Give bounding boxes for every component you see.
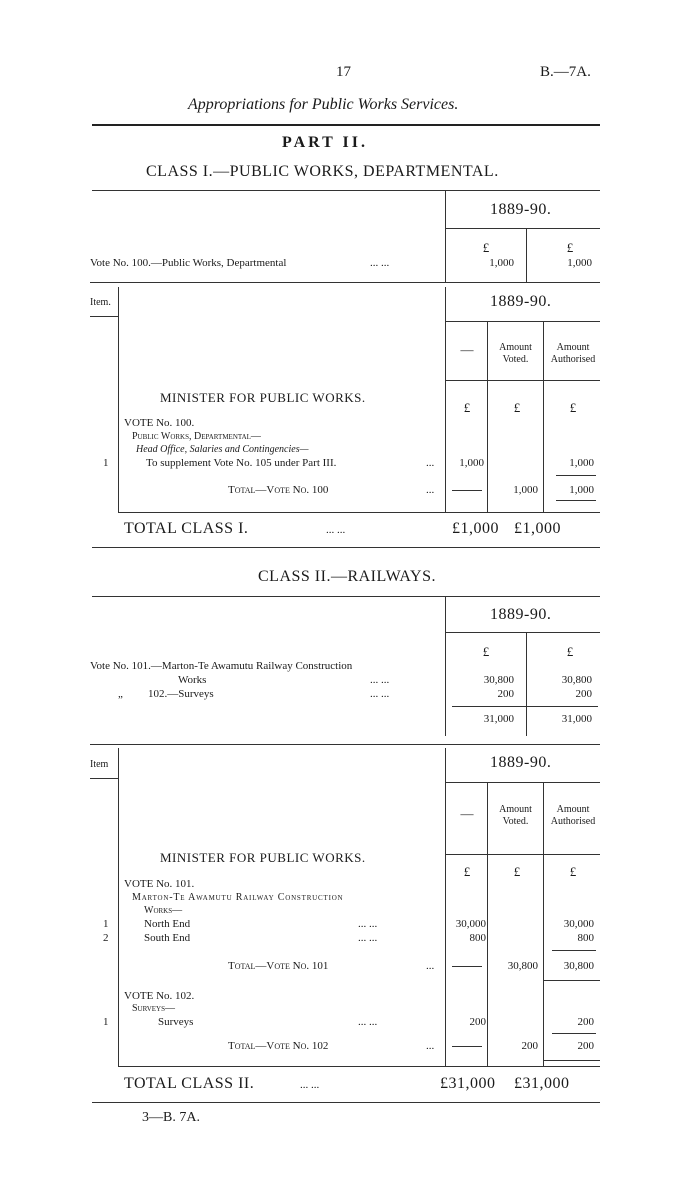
class1-title: CLASS I.—PUBLIC WORKS, DEPARTMENTAL.: [146, 163, 499, 180]
amount-value: 1,000: [459, 457, 484, 469]
divider: [92, 596, 600, 597]
currency-symbol: £: [513, 864, 521, 879]
item-description: South End: [144, 932, 191, 944]
sum-value: 31,000: [561, 713, 592, 725]
divider: [92, 547, 600, 548]
ditto-mark: „: [118, 688, 123, 700]
leader-dots: ... ...: [358, 932, 378, 944]
leader-dots: ...: [426, 960, 435, 972]
page-number: 17: [336, 64, 351, 80]
vote-label: 102.—Surveys: [148, 688, 214, 700]
item-description: Surveys: [158, 1016, 194, 1028]
page-title: Appropriations for Public Works Services.: [188, 96, 459, 113]
currency-symbol: £: [482, 240, 490, 255]
amount-value: 200: [469, 1016, 486, 1028]
currency-symbol: £: [569, 400, 577, 415]
amount-value: 200: [497, 688, 514, 700]
amount-value: 800: [577, 932, 594, 944]
leader-dots: ...: [426, 1040, 435, 1052]
class1-total-label: TOTAL CLASS I.: [124, 520, 249, 537]
dash-column-header: —: [460, 806, 474, 821]
leader-dots: ... ...: [370, 688, 390, 700]
amount-authorised-header: Amount Authorised: [550, 342, 596, 365]
item-column-header: Item.: [90, 297, 111, 308]
amount-value: 1,000: [569, 484, 594, 496]
item-number: 2: [103, 932, 109, 944]
part-title: PART II.: [282, 134, 368, 151]
divider: [92, 190, 600, 191]
vote-label-continued: Works: [178, 674, 207, 686]
amount-value: 1,000: [569, 457, 594, 469]
class2-title: CLASS II.—RAILWAYS.: [258, 568, 436, 585]
class2-total-label: TOTAL CLASS II.: [124, 1075, 255, 1092]
currency-symbol: £: [463, 864, 471, 879]
amount-voted-header: Amount Voted.: [499, 342, 532, 365]
leader-dots: ... ...: [326, 524, 346, 536]
class2-total-value: £31,000: [440, 1075, 496, 1092]
amount-value: 1,000: [489, 257, 514, 269]
amount-value: 200: [575, 688, 592, 700]
leader-dots: ... ...: [358, 918, 378, 930]
amount-value: 800: [469, 932, 486, 944]
year-header: 1889-90.: [490, 606, 552, 623]
year-header: 1889-90.: [490, 201, 552, 218]
leader-dots: ... ...: [300, 1079, 320, 1091]
amount-value: 30,800: [561, 674, 592, 686]
currency-symbol: £: [463, 400, 471, 415]
item-number: 1: [103, 918, 109, 930]
amount-value: 200: [521, 1040, 538, 1052]
signature-mark: 3—B. 7A.: [142, 1110, 200, 1125]
total-label: Total—Vote No. 100: [228, 484, 329, 496]
year-header: 1889-90.: [490, 293, 552, 310]
amount-authorised-header: Amount Authorised: [550, 804, 596, 827]
currency-symbol: £: [569, 864, 577, 879]
leader-dots: ... ...: [370, 257, 390, 269]
amount-value: 1,000: [567, 257, 592, 269]
currency-symbol: £: [566, 644, 574, 659]
vote-label: Vote No. 101.—Marton-Te Awamutu Railway Construction: [90, 660, 353, 672]
amount-value: 30,000: [455, 918, 486, 930]
amount-value: 30,800: [563, 960, 594, 972]
currency-symbol: £: [513, 400, 521, 415]
minister-heading: MINISTER FOR PUBLIC WORKS.: [160, 850, 366, 865]
sum-value: 31,000: [483, 713, 514, 725]
vote-heading-continued: Works—: [144, 905, 183, 916]
minister-heading: MINISTER FOR PUBLIC WORKS.: [160, 390, 366, 405]
document-reference: B.—7A.: [540, 64, 591, 80]
leader-dots: ... ...: [358, 1016, 378, 1028]
year-header: 1889-90.: [490, 754, 552, 771]
total-label: Total—Vote No. 102: [228, 1040, 329, 1052]
total-label: Total—Vote No. 101: [228, 960, 329, 972]
leader-dots: ...: [426, 457, 435, 469]
divider: [92, 124, 600, 126]
amount-voted-header: Amount Voted.: [499, 804, 532, 827]
item-column-header: Item: [90, 759, 109, 770]
leader-dots: ... ...: [370, 674, 390, 686]
amount-value: 200: [577, 1040, 594, 1052]
vote-number: VOTE No. 102.: [124, 990, 195, 1002]
amount-value: 200: [577, 1016, 594, 1028]
vote-heading: Surveys—: [132, 1003, 176, 1014]
vote-heading: Marton-Te Awamutu Railway Construction: [132, 892, 344, 903]
vote-subheading: Head Office, Salaries and Contingencies—: [136, 444, 309, 455]
item-number: 1: [103, 457, 109, 469]
amount-value: 30,800: [507, 960, 538, 972]
class1-total-value: £1,000: [452, 520, 499, 537]
currency-symbol: £: [566, 240, 574, 255]
vote-number: VOTE No. 100.: [124, 417, 195, 429]
item-description: To supplement Vote No. 105 under Part III.: [146, 457, 337, 469]
dash-column-header: —: [460, 342, 474, 357]
amount-value: 1,000: [513, 484, 538, 496]
item-number: 1: [103, 1016, 109, 1028]
amount-value: 30,800: [483, 674, 514, 686]
vote-heading: Public Works, Departmental—: [132, 431, 261, 442]
leader-dots: ...: [426, 484, 435, 496]
item-description: North End: [144, 918, 191, 930]
class2-total-value: £31,000: [514, 1075, 570, 1092]
divider: [92, 1102, 600, 1103]
class1-total-value: £1,000: [514, 520, 561, 537]
vote-label: Vote No. 100.—Public Works, Departmental: [90, 257, 287, 269]
vote-number: VOTE No. 101.: [124, 878, 195, 890]
amount-value: 30,000: [563, 918, 594, 930]
currency-symbol: £: [482, 644, 490, 659]
